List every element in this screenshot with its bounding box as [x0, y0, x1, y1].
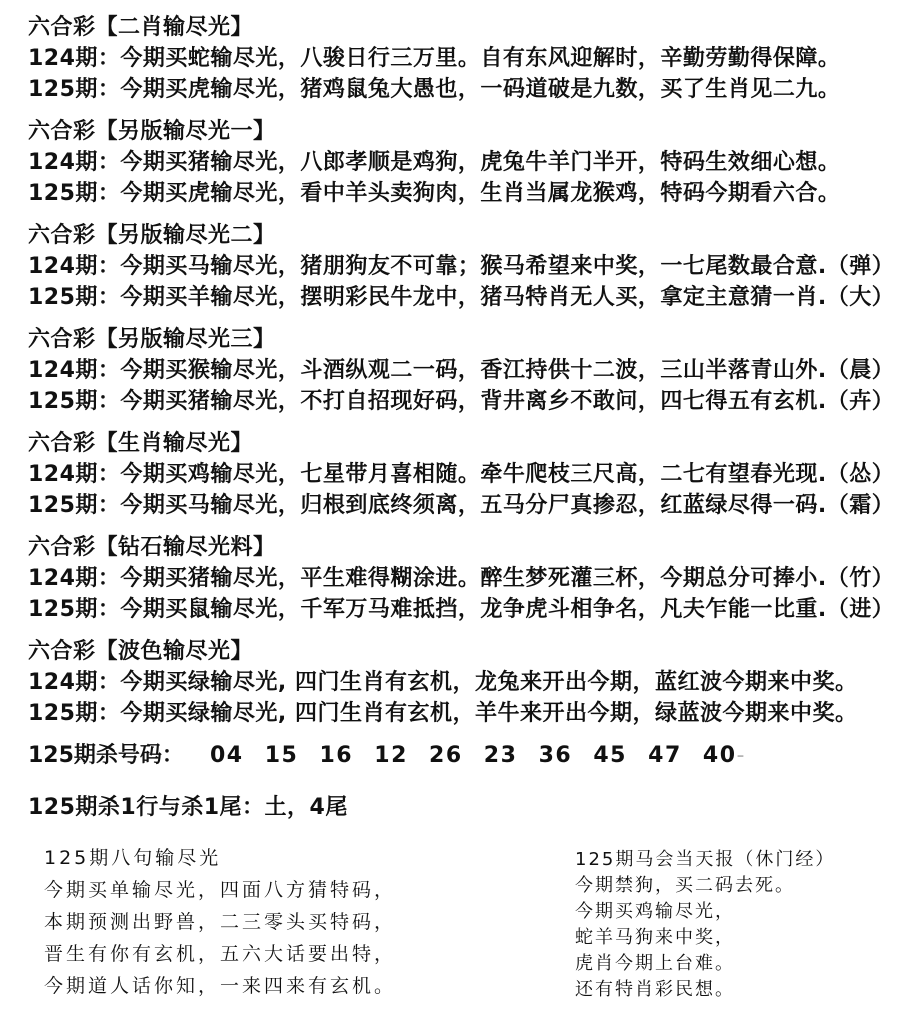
eight-lines-block	[44, 842, 575, 1002]
eight-lines-title: 125期八句输尽光	[44, 847, 222, 869]
daily-report-verse: 还有特肖彩民想。	[575, 979, 735, 1000]
tip-line-issue-124: 124期：今期买猴输尽光，斗酒纵观二一码，香江持供十二波，三山半落青山外.（晨）	[28, 358, 895, 383]
tip-line-issue-125: 125期：今期买绿输尽光, 四门生肖有玄机，羊牛来开出今期，绿蓝波今期来中奖。	[28, 701, 858, 726]
daily-report-title: 125期马会当天报（休门经）	[575, 849, 836, 870]
stray-dash-mark: -	[736, 743, 745, 768]
section-title: 六合彩【另版输尽光二】	[28, 223, 276, 248]
eight-lines-verse: 晋生有你有玄机，五六大话要出特，	[44, 943, 397, 965]
tip-line-issue-124: 124期：今期买蛇输尽光，八骏日行三万里。自有东风迎解时，辛勤劳勤得保障。	[28, 46, 841, 71]
daily-report-verse: 今期买鸡输尽光，	[575, 901, 735, 922]
tip-section-alt-version-2	[28, 220, 908, 313]
eight-lines-verse: 今期道人话你知，一来四来有玄机。	[44, 975, 397, 997]
section-title: 六合彩【波色输尽光】	[28, 639, 254, 664]
kill-numbers-values: 04 15 16 12 26 23 36 45 47 40	[209, 743, 737, 768]
tip-section-diamond	[28, 532, 908, 625]
kill-numbers-line	[28, 740, 908, 771]
daily-report-block	[575, 842, 835, 1003]
tip-line-issue-124: 124期：今期买猪输尽光，八郎孝顺是鸡狗，虎兔牛羊门半开，特码生效细心想。	[28, 150, 841, 175]
tip-line-issue-125: 125期：今期买羊输尽光，摆明彩民牛龙中，猪马特肖无人买，拿定主意猜一肖.（大）	[28, 285, 895, 310]
tip-line-issue-124: 124期：今期买鸡输尽光，七星带月喜相随。牵牛爬枝三尺高，二七有望春光现.（怂）	[28, 462, 895, 487]
tip-line-issue-124: 124期：今期买绿输尽光, 四门生肖有玄机，龙兔来开出今期，蓝红波今期来中奖。	[28, 670, 858, 695]
tip-section-alt-version-3	[28, 324, 908, 417]
tip-section-wave-color	[28, 636, 908, 729]
tip-line-issue-125: 125期：今期买猪输尽光，不打自招现好码，背井离乡不敢问，四七得五有玄机.（卉）	[28, 389, 895, 414]
eight-lines-verse: 今期买单输尽光，四面八方猜特码，	[44, 879, 397, 901]
section-title: 六合彩【二肖输尽光】	[28, 15, 254, 40]
tip-line-issue-125: 125期：今期买虎输尽光，猪鸡鼠兔大愚也，一码道破是九数，买了生肖见二九。	[28, 77, 841, 102]
tip-section-zodiac	[28, 428, 908, 521]
daily-report-verse: 蛇羊马狗来中奖，	[575, 927, 735, 948]
tip-line-issue-124: 124期：今期买猪输尽光，平生难得糊涂进。醉生梦死灌三杯，今期总分可捧小.（竹）	[28, 566, 895, 591]
eight-lines-verse: 本期预测出野兽，二三零头买特码，	[44, 911, 397, 933]
tip-line-issue-125: 125期：今期买鼠输尽光，千军万马难抵挡，龙争虎斗相争名，凡夫乍能一比重.（进）	[28, 597, 895, 622]
daily-report-verse: 今期禁狗，买二码去死。	[575, 875, 795, 896]
tip-section-alt-version-1	[28, 116, 908, 209]
kill-row-and-tail-line: 125期杀1行与杀1尾：土，4尾	[28, 795, 348, 820]
tip-line-issue-125: 125期：今期买马输尽光，归根到底终须离，五马分尸真掺忍，红蓝绿尽得一码.（霜）	[28, 493, 895, 518]
section-title: 六合彩【钻石输尽光料】	[28, 535, 276, 560]
section-title: 六合彩【另版输尽光一】	[28, 119, 276, 144]
tip-line-issue-124: 124期：今期买马输尽光，猪朋狗友不可靠；猴马希望来中奖，一七尾数最合意.（弹）	[28, 254, 895, 279]
tip-line-issue-125: 125期：今期买虎输尽光，看中羊头卖狗肉，生肖当属龙猴鸡，特码今期看六合。	[28, 181, 841, 206]
daily-report-verse: 虎肖今期上台难。	[575, 953, 735, 974]
section-title: 六合彩【生肖输尽光】	[28, 431, 254, 456]
bottom-verse-blocks	[44, 842, 908, 1003]
kill-numbers-label: 125期杀号码：	[28, 743, 184, 768]
tip-section-two-zodiac	[28, 12, 908, 105]
section-title: 六合彩【另版输尽光三】	[28, 327, 276, 352]
